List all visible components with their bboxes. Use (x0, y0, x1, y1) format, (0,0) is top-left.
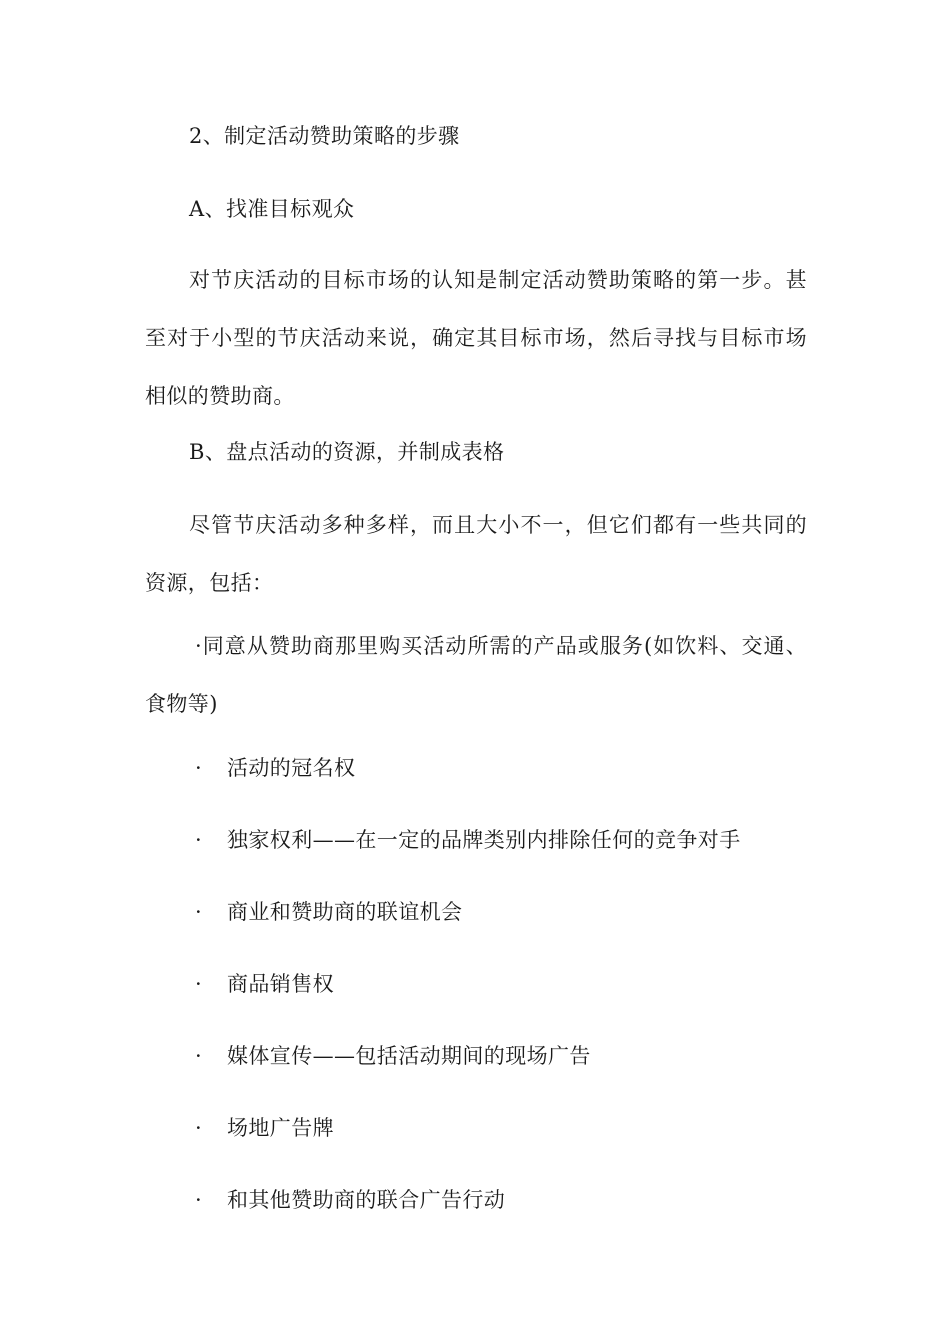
list-item-label: 商业和赞助商的联谊机会 (227, 900, 463, 924)
list-item-label: 活动的冠名权 (227, 756, 356, 780)
section-a-paragraph: 对节庆活动的目标市场的认知是制定活动赞助策略的第一步。甚至对于小型的节庆活动来说，确定其目标市场，然后寻找与目标市场相似的赞助商。 (145, 268, 807, 408)
list-item (195, 1186, 505, 1214)
section-b-paragraph: 尽管节庆活动多种多样，而且大小不一，但它们都有一些共同的资源，包括： (145, 513, 807, 595)
bullet-icon: · (195, 1116, 203, 1140)
list-item (195, 826, 741, 854)
bullet-icon: · (195, 756, 203, 780)
list-item-label: 独家权利——在一定的品牌类别内排除任何的竞争对手 (227, 828, 741, 852)
bullet-icon: · (195, 1044, 203, 1068)
list-item (195, 1114, 334, 1142)
bullet-icon: · (195, 828, 203, 852)
list-item (195, 754, 355, 782)
list-item-label: 媒体宣传——包括活动期间的现场广告 (227, 1044, 591, 1068)
section-b-title: B、盘点活动的资源，并制成表格 (189, 440, 505, 464)
list-item-label: 商品销售权 (227, 972, 334, 996)
bullet-icon: · (195, 1188, 203, 1212)
list-item-label: 场地广告牌 (227, 1116, 334, 1140)
section-heading: 2、制定活动赞助策略的步骤 (189, 124, 460, 148)
list-item-label: 和其他赞助商的联合广告行动 (227, 1188, 506, 1212)
bullet-icon: · (195, 900, 203, 924)
section-a-title: A、找准目标观众 (189, 197, 355, 221)
list-item (195, 898, 462, 926)
list-item (195, 1042, 591, 1070)
bullet-icon: · (195, 972, 203, 996)
list-item-purchase: ·同意从赞助商那里购买活动所需的产品或服务(如饮料、交通、食物等) (145, 634, 807, 716)
list-item (195, 970, 334, 998)
